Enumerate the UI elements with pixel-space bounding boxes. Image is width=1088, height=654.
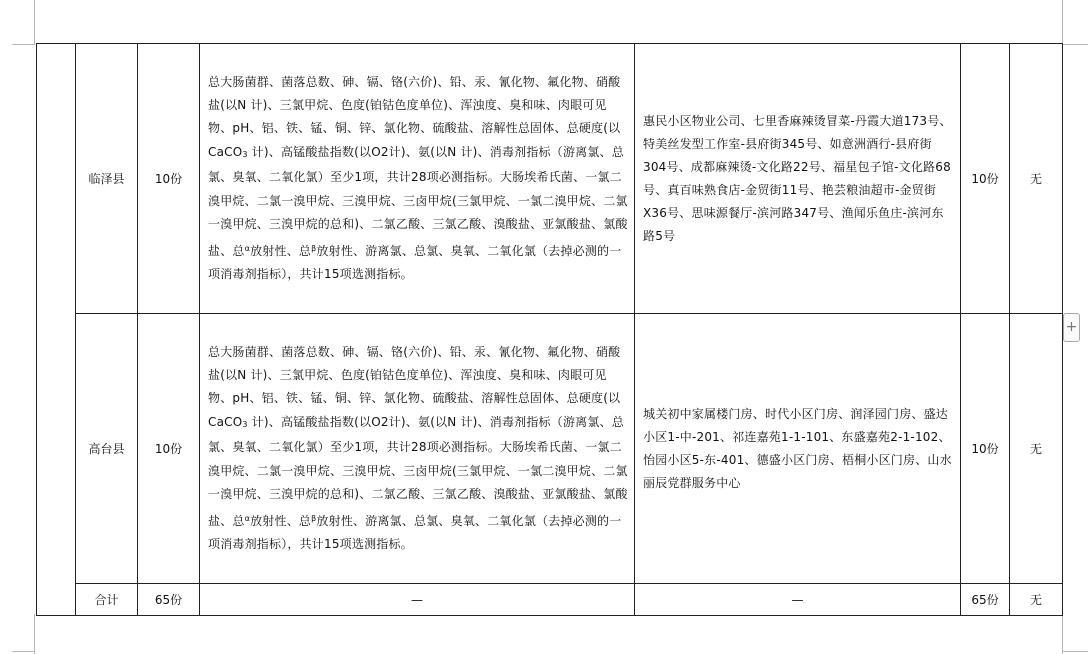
- remark-cell: 无: [1010, 44, 1063, 314]
- crop-mark-top-right: [1062, 0, 1088, 45]
- sampling-table: [36, 43, 1063, 616]
- qualified-count-cell: 10份: [961, 44, 1010, 314]
- remark-cell: 无: [1010, 314, 1063, 584]
- table-row: [37, 44, 1063, 314]
- qualified-count-cell: 10份: [961, 314, 1010, 584]
- crop-mark-top-left: [12, 0, 35, 45]
- add-row-button[interactable]: +: [1063, 313, 1080, 342]
- sample-count-cell: 10份: [138, 314, 200, 584]
- test-items-cell: 总大肠菌群、菌落总数、砷、镉、铬(六价)、铅、汞、氰化物、氟化物、硝酸盐(以N 计)、三氯甲烷、色度(铂钴色度单位)、浑浊度、臭和味、肉眼可见物、pH、铝、铁、锰、铜、锌、氯化物、硫酸盐、溶解性总固体、总硬度(以CaCO3 计)、高锰酸盐指数(以O2计)、氨(以N 计)、消毒剂指标（游离氯、总氯、臭氧、二氧化氯）至少1项，共计28项必测指标。大肠埃希氏菌、一氯二溴甲烷、二氯一溴甲烷、三溴甲烷、三卤甲烷(三氯甲烷、一氯二溴甲烷、二氯一溴甲烷、三溴甲烷的总和)、二氯乙酸、三氯乙酸、溴酸盐、亚氯酸盐、氯酸盐、总$^\alpha$放射性、总$^\beta$放射性、游离氯、总氯、臭氧、二氧化氯（去掉必测的一项消毒剂指标），共计15项选测指标。: [200, 44, 635, 314]
- crop-mark-bottom-right-h: [1062, 651, 1088, 652]
- merged-category-cell: [37, 44, 76, 616]
- total-items-cell: —: [200, 584, 635, 616]
- crop-mark-bottom-left: [12, 614, 35, 654]
- sampling-locations-cell: 惠民小区物业公司、七里香麻辣烫冒菜-丹霞大道173号、特美丝发型工作室-县府街345号、如意洲酒行-县府街304号、成都麻辣烫-文化路22号、福星包子馆-文化路68号、真百味熟食店-金贸街11号、艳芸粮油超市-金贸街X36号、思味源餐厅-滨河路347号、渔闻乐鱼庄-滨河东路5号: [635, 44, 961, 314]
- sampling-locations-cell: 城关初中家属楼门房、时代小区门房、润泽园门房、盛达小区1-中-201、祁连嘉苑1-1-101、东盛嘉苑2-1-102、怡园小区5-东-401、德盛小区门房、梧桐小区门房、山水丽辰党群服务中心: [635, 314, 961, 584]
- total-label-cell: 合计: [76, 584, 138, 616]
- test-items-cell: 总大肠菌群、菌落总数、砷、镉、铬(六价)、铅、汞、氰化物、氟化物、硝酸盐(以N 计)、三氯甲烷、色度(铂钴色度单位)、浑浊度、臭和味、肉眼可见物、pH、铝、铁、锰、铜、锌、氯化物、硫酸盐、溶解性总固体、总硬度(以CaCO3 计)、高锰酸盐指数(以O2计)、氨(以N 计)、消毒剂指标（游离氯、总氯、臭氧、二氧化氯）至少1项，共计28项必测指标。大肠埃希氏菌、一氯二溴甲烷、二氯一溴甲烷、三溴甲烷、三卤甲烷(三氯甲烷、一氯二溴甲烷、二氯一溴甲烷、三溴甲烷的总和)、二氯乙酸、三氯乙酸、溴酸盐、亚氯酸盐、氯酸盐、总$^\alpha$放射性、总$^\beta$放射性、游离氯、总氯、臭氧、二氧化氯（去掉必测的一项消毒剂指标），共计15项选测指标。: [200, 314, 635, 584]
- sample-count-cell: 10份: [138, 44, 200, 314]
- total-row: [37, 584, 1063, 616]
- county-cell: 临泽县: [76, 44, 138, 314]
- total-locations-cell: —: [635, 584, 961, 616]
- total-samples-cell: 65份: [138, 584, 200, 616]
- crop-mark-bottom-left-h: [12, 651, 34, 652]
- crop-mark-bottom-right: [1062, 614, 1088, 654]
- total-qualified-cell: 65份: [961, 584, 1010, 616]
- table-row: [37, 314, 1063, 584]
- total-remark-cell: 无: [1010, 584, 1063, 616]
- county-cell: 高台县: [76, 314, 138, 584]
